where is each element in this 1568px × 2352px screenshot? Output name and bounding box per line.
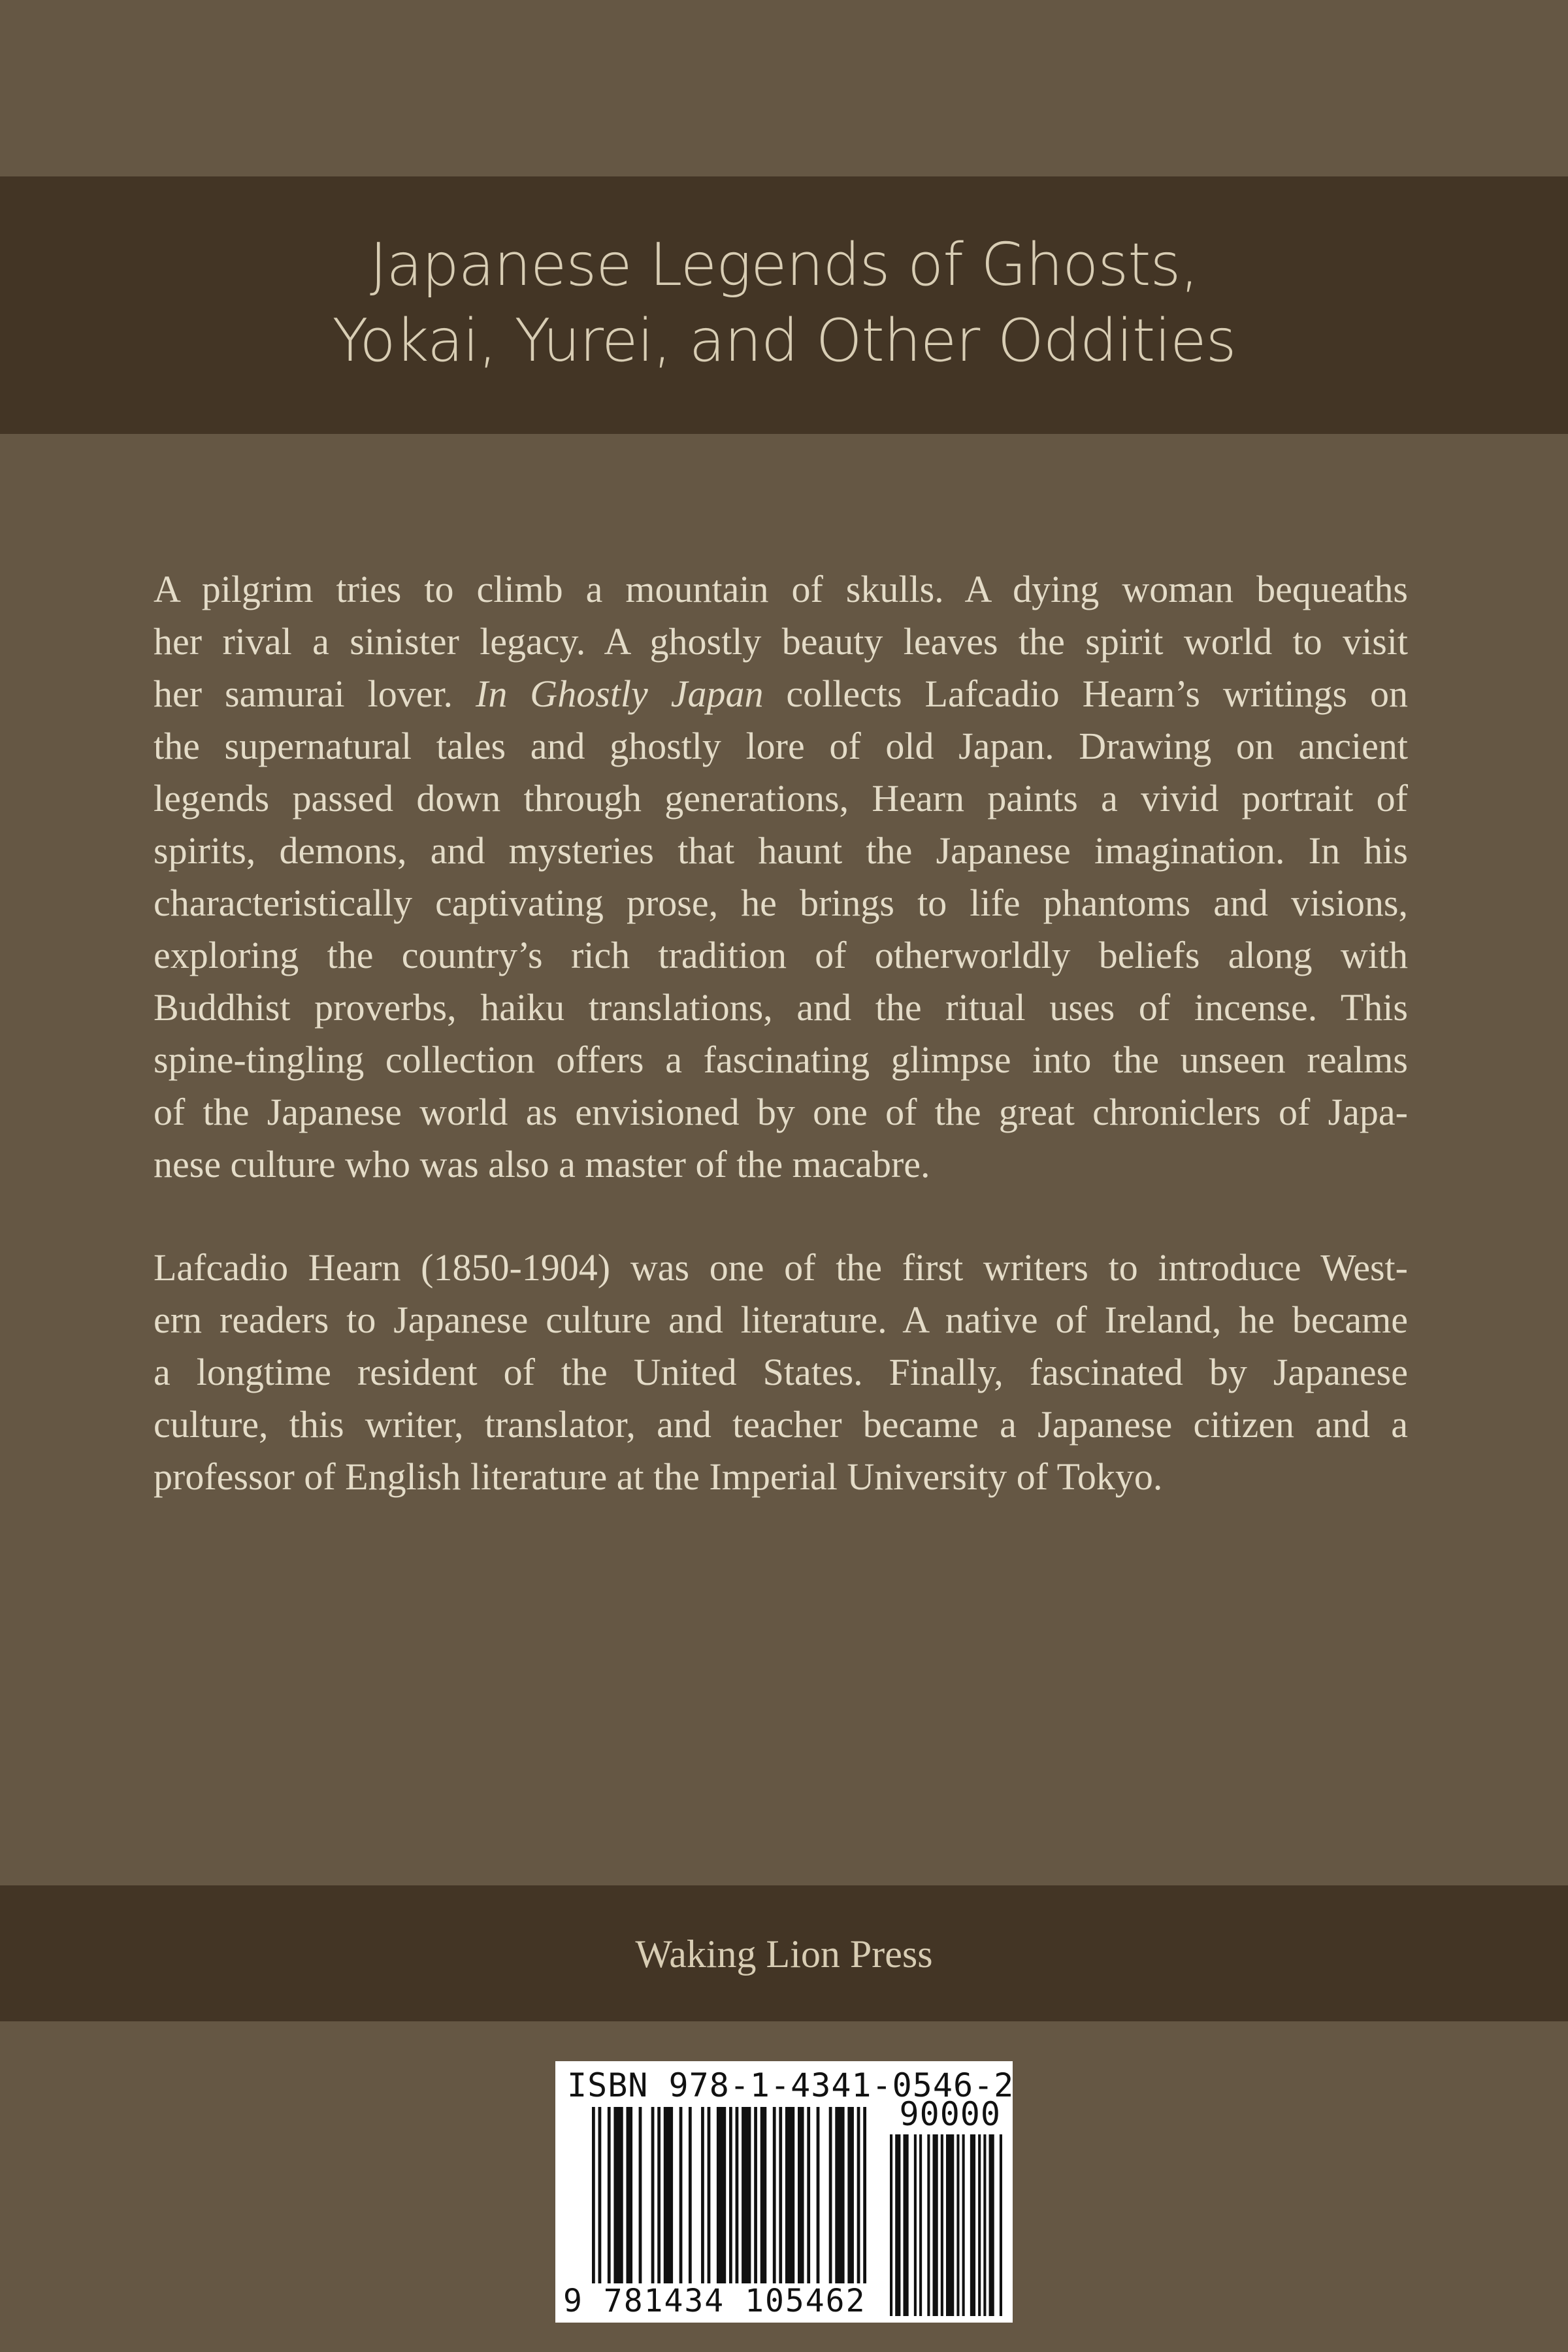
description-paragraph (154, 563, 1408, 1191)
bio-line: culture, this writer, translator, and teacher became a Japanese citizen and a (154, 1403, 1408, 1446)
barcode-bar (608, 2107, 611, 2283)
barcode-bar (863, 2107, 866, 2283)
barcode-bar (773, 2107, 776, 2283)
barcode-bar (919, 2134, 922, 2316)
barcode-bar (1000, 2134, 1002, 2316)
barcode-bar (679, 2107, 683, 2283)
barcode-bar (927, 2134, 930, 2316)
description-line: characteristically captivating prose, he brings to life phantoms and visions, (154, 882, 1408, 924)
barcode-bar (657, 2107, 661, 2283)
barcode-bar (890, 2134, 892, 2316)
description-line: exploring the country’s rich tradition of otherworldly beliefs along with (154, 934, 1408, 976)
barcode-bar (701, 2107, 704, 2283)
barcode-bar (592, 2107, 595, 2283)
isbn-barcode (555, 2061, 1013, 2323)
barcode-bar (941, 2134, 943, 2316)
description-line: nese culture who was also a master of the macabre. (154, 1143, 930, 1185)
barcode-bar (914, 2134, 917, 2316)
barcode-bar (835, 2107, 844, 2283)
barcode-bar (613, 2107, 623, 2283)
barcode-bar (760, 2107, 767, 2283)
barcode-bar (639, 2107, 642, 2283)
bio-line: ern readers to Japanese culture and literature. A native of Ireland, he became (154, 1299, 1408, 1341)
description-line: A pilgrim tries to climb a mountain of skulls. A dying woman bequeaths (154, 568, 1408, 610)
author-bio-paragraph (154, 1242, 1408, 1503)
description-line: spine-tingling collection offers a fascinating glimpse into the unseen realms (154, 1038, 1408, 1081)
barcode-bar (962, 2134, 965, 2316)
bio-line: a longtime resident of the United States. Finally, fascinated by Japanese (154, 1351, 1408, 1393)
description-line: legends passed down through generations, Hearn paints a vivid portrait of (154, 777, 1408, 820)
barcode-bar (817, 2107, 820, 2283)
barcode-bar (933, 2134, 938, 2316)
description-line: of the Japanese world as envisioned by one of the great chroniclers of Japa- (154, 1091, 1408, 1133)
barcode-bar (689, 2107, 692, 2283)
barcode-bar (664, 2107, 673, 2283)
description-line: Buddhist proverbs, haiku translations, and the ritual uses of incense. This (154, 986, 1408, 1029)
barcode-bars (592, 2107, 866, 2283)
barcode-bar (903, 2134, 908, 2316)
barcode-bar (857, 2107, 860, 2283)
description-line (154, 668, 1408, 720)
barcode-bar (847, 2107, 854, 2283)
description-text: collects Lafcadio Hearn’s writings on (763, 672, 1408, 715)
description-text: her samurai lover. (154, 672, 476, 715)
bio-line: professor of English literature at the Imperial University of Tokyo. (154, 1455, 1163, 1498)
barcode-bar (970, 2134, 975, 2316)
barcode-bar (627, 2107, 633, 2283)
barcode-bar (829, 2107, 832, 2283)
barcode-bar (946, 2134, 954, 2316)
ean-digits: 9 781434 105462 (563, 2283, 866, 2319)
description-line: her rival a sinister legacy. A ghostly beauty leaves the spirit world to visit (154, 620, 1408, 663)
book-title-line-1: Japanese Legends of Ghosts, (369, 231, 1199, 299)
barcode-bar (651, 2107, 655, 2283)
description-line: the supernatural tales and ghostly lore of old Japan. Drawing on ancient (154, 725, 1408, 767)
barcode-bar (807, 2107, 810, 2283)
barcode-bar (956, 2134, 959, 2316)
book-title-line-2: Yokai, Yurei, and Other Oddities (332, 306, 1236, 375)
description-line: spirits, demons, and mysteries that haunt the Japanese imagination. In his (154, 829, 1408, 872)
barcode-bar (978, 2134, 981, 2316)
barcode-bar (742, 2107, 751, 2283)
barcode-bar (729, 2107, 732, 2283)
bio-line: Lafcadio Hearn (1850-1904) was one of the first writers to introduce West- (154, 1246, 1408, 1289)
barcode-bar (785, 2107, 794, 2283)
publisher-name: Waking Lion Press (635, 1932, 933, 1976)
barcode-bar (717, 2107, 726, 2283)
barcode-bar (708, 2107, 711, 2283)
barcode-bar (736, 2107, 739, 2283)
barcode-bar (598, 2107, 602, 2283)
barcode-bar (983, 2134, 986, 2316)
barcode-bar (895, 2134, 900, 2316)
barcode-bar (989, 2134, 994, 2316)
book-title-italic: In Ghostly Japan (476, 672, 764, 715)
barcode-addon-bars (890, 2134, 1002, 2316)
barcode-bar (754, 2107, 757, 2283)
barcode-bar (798, 2107, 804, 2283)
isbn-label: ISBN 978-1-4341-0546-2 (567, 2066, 1015, 2104)
barcode-bar (779, 2107, 782, 2283)
price-code: 90000 (899, 2095, 1001, 2133)
